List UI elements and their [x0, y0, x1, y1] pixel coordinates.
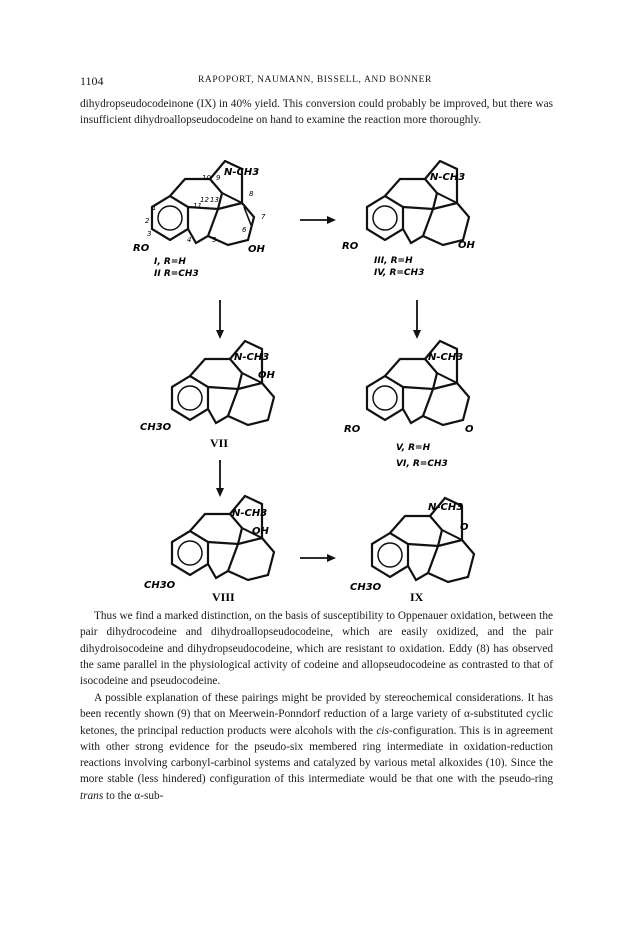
paragraph-3-part-1: A possible explanation of these pairings might be provided by stereochemical considerations. It has been recently shown (9) that on Meerwein-Ponndorf reduction of a large variety of α-substituted cyclic ketones, the principal reduction products were alcohols with the	[80, 692, 553, 737]
methoxy-label: CH3O	[350, 582, 382, 593]
n-methyl-label: N-CH3	[428, 502, 464, 513]
keto-label: O	[465, 424, 474, 435]
arrow-down-1	[216, 300, 224, 339]
compound-label: V, R=H	[396, 443, 431, 453]
paragraph-1: dihydropseudocodeinone (IX) in 40% yield. This conversion could probably be improved, but there was insufficient dihydroallopseudocodeine on hand to examine the reaction more thoroughly.	[80, 98, 553, 127]
oh-label: OH	[252, 526, 269, 537]
compound-label: IV, R=CH3	[374, 268, 425, 278]
ring-number: 9	[216, 174, 221, 182]
structure-VII	[140, 341, 276, 450]
methoxy-label: CH3O	[140, 422, 172, 433]
arrow-right-1	[300, 216, 336, 224]
paragraph-3	[80, 690, 553, 804]
paragraph-3-part-2: -configuration. This is in agreement with other strong evidence for the pseudo-six membered ring intermediate in oxidation-reduction reactions involving carbonyl-carbinol systems and catalyzed by various metal alkoxides (10). Since the more stable (less hindered) configuration of this intermediate would be that one with the pseudo-ring	[80, 724, 553, 786]
paragraph-2: Thus we find a marked distinction, on the basis of susceptibility to Oppenauer oxidation, between the pair dihydrocodeine and dihydroallopseudocodeine, which are easily oxidized, and the pair dihydroisocodeine and dihydropseudocodeine, which are resistant to oxidation. Eddy (8) has observed the same parallel in the physiological activity of codeine and allopseudocodeine as contrasted to that of isocodeine and pseudocodeine.	[80, 610, 553, 688]
ring-number: 6	[242, 226, 247, 234]
ring-number: 13	[210, 196, 219, 204]
running-head: RAPOPORT, NAUMANN, BISSELL, AND BONNER	[198, 75, 432, 85]
n-methyl-label: N-CH3	[232, 508, 268, 519]
ring-number: 11	[193, 202, 202, 210]
ring-number: 5	[212, 236, 217, 244]
structure-VIII	[144, 496, 274, 604]
compound-label: II R=CH3	[154, 269, 199, 279]
cis-term: cis	[376, 724, 389, 737]
ring-number: 2	[145, 217, 150, 225]
compound-label: VI, R=CH3	[396, 459, 448, 469]
n-methyl-label: N-CH3	[234, 352, 270, 363]
reaction-scheme	[130, 160, 530, 605]
ring-number: 1	[152, 204, 157, 212]
compound-label: IX	[410, 590, 424, 604]
ro-label: RO	[342, 241, 359, 252]
oh-label: OH	[248, 244, 265, 255]
ro-label: RO	[344, 424, 361, 435]
ring-number: 7	[261, 213, 266, 221]
page-number: 1104	[80, 74, 104, 88]
n-methyl-label: N-CH3	[428, 352, 464, 363]
compound-label: VII	[210, 436, 229, 450]
oh-label: OH	[258, 370, 275, 381]
ring-number: 4	[187, 236, 192, 244]
ring-number: 10	[202, 174, 211, 182]
n-methyl-label: N-CH3	[430, 172, 466, 183]
arrow-down-3	[216, 460, 224, 497]
methoxy-label: CH3O	[144, 580, 176, 591]
structure-V-VI	[344, 341, 474, 469]
oh-label: OH	[458, 240, 475, 251]
paragraph-3-part-3: to the α-sub-	[103, 789, 164, 802]
arrow-right-2	[300, 554, 336, 562]
n-methyl-label: N-CH3	[224, 167, 260, 178]
ring-number: 3	[147, 230, 152, 238]
compound-label: I, R=H	[154, 257, 186, 267]
page-header	[80, 74, 550, 90]
compound-label: III, R=H	[374, 256, 413, 266]
structure-I-II	[133, 161, 266, 279]
structure-IX	[350, 498, 474, 604]
ring-number: 12	[200, 196, 209, 204]
ro-label: RO	[133, 243, 150, 254]
ring-number: 8	[249, 190, 254, 198]
reaction-scheme-figure	[130, 160, 530, 605]
trans-term: trans	[80, 789, 104, 802]
arrow-down-2	[413, 300, 421, 339]
structure-III-IV	[342, 161, 476, 278]
compound-label: VIII	[212, 590, 235, 604]
keto-label: O	[460, 522, 469, 533]
